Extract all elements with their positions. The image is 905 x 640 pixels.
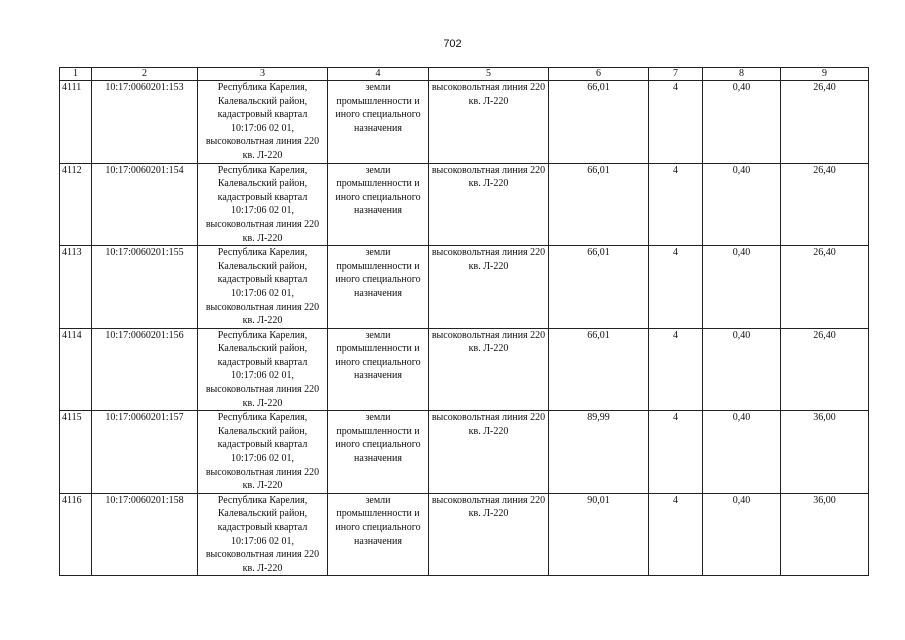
header-col-1: 1	[60, 68, 92, 81]
address: Республика Карелия, Калевальский район, кадастровый квартал 10:17:06 02 01, высоковольтная линия 220 кв. Л-220	[198, 328, 328, 411]
land-category: земли промышленности и иного специального назначения	[328, 411, 429, 494]
row-id: 4113	[60, 246, 92, 329]
header-col-6: 6	[549, 68, 649, 81]
row-id: 4111	[60, 81, 92, 164]
table-row	[60, 81, 869, 164]
cadastral-number: 10:17:0060201:157	[92, 411, 198, 494]
table-row	[60, 493, 869, 576]
page-number: 702	[443, 38, 462, 50]
col9-value: 26,40	[781, 246, 869, 329]
col9-value: 36,00	[781, 493, 869, 576]
col6-value: 66,01	[549, 81, 649, 164]
object-name: высоковольтная линия 220 кв. Л-220	[429, 163, 549, 246]
address: Республика Карелия, Калевальский район, кадастровый квартал 10:17:06 02 01, высоковольтная линия 220 кв. Л-220	[198, 493, 328, 576]
col7-value: 4	[649, 81, 703, 164]
address: Республика Карелия, Калевальский район, кадастровый квартал 10:17:06 02 01, высоковольтная линия 220 кв. Л-220	[198, 246, 328, 329]
cadastral-number: 10:17:0060201:155	[92, 246, 198, 329]
object-name: высоковольтная линия 220 кв. Л-220	[429, 246, 549, 329]
row-id: 4112	[60, 163, 92, 246]
cadastral-number: 10:17:0060201:158	[92, 493, 198, 576]
land-category: земли промышленности и иного специального назначения	[328, 246, 429, 329]
col6-value: 89,99	[549, 411, 649, 494]
row-id: 4116	[60, 493, 92, 576]
col8-value: 0,40	[703, 246, 781, 329]
table-header	[60, 68, 869, 81]
col8-value: 0,40	[703, 163, 781, 246]
header-col-9: 9	[781, 68, 869, 81]
col9-value: 26,40	[781, 163, 869, 246]
row-id: 4114	[60, 328, 92, 411]
col8-value: 0,40	[703, 493, 781, 576]
table-body	[60, 81, 869, 576]
col7-value: 4	[649, 163, 703, 246]
object-name: высоковольтная линия 220 кв. Л-220	[429, 411, 549, 494]
col8-value: 0,40	[703, 81, 781, 164]
cadastral-number: 10:17:0060201:154	[92, 163, 198, 246]
col7-value: 4	[649, 493, 703, 576]
table-row	[60, 411, 869, 494]
row-id: 4115	[60, 411, 92, 494]
col7-value: 4	[649, 328, 703, 411]
address: Республика Карелия, Калевальский район, кадастровый квартал 10:17:06 02 01, высоковольтная линия 220 кв. Л-220	[198, 81, 328, 164]
header-col-8: 8	[703, 68, 781, 81]
header-col-2: 2	[92, 68, 198, 81]
col6-value: 66,01	[549, 328, 649, 411]
col8-value: 0,40	[703, 328, 781, 411]
object-name: высоковольтная линия 220 кв. Л-220	[429, 328, 549, 411]
object-name: высоковольтная линия 220 кв. Л-220	[429, 493, 549, 576]
header-col-7: 7	[649, 68, 703, 81]
table-row	[60, 328, 869, 411]
col6-value: 66,01	[549, 163, 649, 246]
col7-value: 4	[649, 411, 703, 494]
header-col-4: 4	[328, 68, 429, 81]
header-col-3: 3	[198, 68, 328, 81]
land-category: земли промышленности и иного специального назначения	[328, 81, 429, 164]
col9-value: 36,00	[781, 411, 869, 494]
col6-value: 66,01	[549, 246, 649, 329]
header-col-5: 5	[429, 68, 549, 81]
object-name: высоковольтная линия 220 кв. Л-220	[429, 81, 549, 164]
cadastral-number: 10:17:0060201:153	[92, 81, 198, 164]
land-category: земли промышленности и иного специального назначения	[328, 163, 429, 246]
col9-value: 26,40	[781, 328, 869, 411]
land-category: земли промышленности и иного специального назначения	[328, 493, 429, 576]
address: Республика Карелия, Калевальский район, кадастровый квартал 10:17:06 02 01, высоковольтная линия 220 кв. Л-220	[198, 163, 328, 246]
col7-value: 4	[649, 246, 703, 329]
col6-value: 90,01	[549, 493, 649, 576]
cadastral-number: 10:17:0060201:156	[92, 328, 198, 411]
table-row	[60, 246, 869, 329]
col9-value: 26,40	[781, 81, 869, 164]
table-row	[60, 163, 869, 246]
land-registry-table	[59, 67, 869, 576]
land-category: земли промышленности и иного специального назначения	[328, 328, 429, 411]
address: Республика Карелия, Калевальский район, кадастровый квартал 10:17:06 02 01, высоковольтная линия 220 кв. Л-220	[198, 411, 328, 494]
header-row	[60, 68, 869, 81]
col8-value: 0,40	[703, 411, 781, 494]
